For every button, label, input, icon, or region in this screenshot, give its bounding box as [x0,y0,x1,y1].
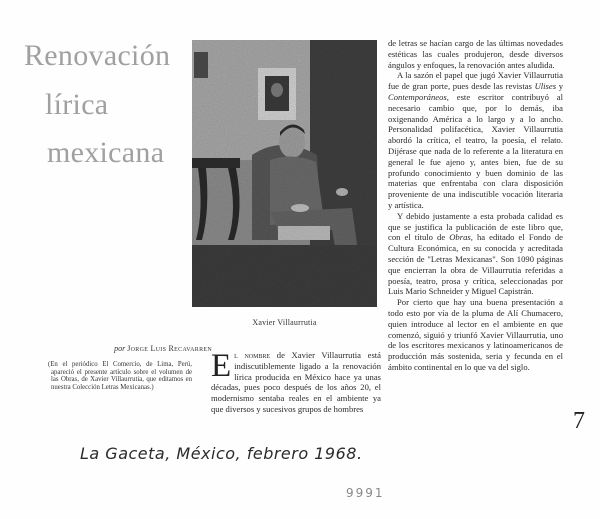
body-text: , ha editado el Fondo de Cultura Económica, en su conocida y acreditada sección de "Letras Mexicanas". Son 1090 páginas que encierran la obra de Villaurrutia referidas a poesía, teatro, prosa y crítica, seleccionadas por Luis Mario Schneider y Miguel Capistrán. [388,232,563,297]
body-text: de Xavier Villaurrutia está indiscutiblemente ligado a la renovación lírica producida en México hace ya unas décadas, pues poco después de los años 20, el modernismo sentaba reales en el ambiente ya que diversos y sucesivos grupos de hombres [211,350,381,414]
body-paragraph [388,211,563,297]
magazine-title: Contemporáneos [388,91,447,102]
book-title: Obras [449,232,471,243]
photo-caption: Xavier Villaurrutia [252,318,317,327]
body-paragraph: de letras se hacían cargo de las últimas novedades estéticas las cuales produjeron, desde diversos ángulos y enfoques, la renovación antes aludida. [388,38,563,70]
article-title-line-1: Renovación [24,39,171,72]
drop-cap: E [211,348,232,384]
portrait-photo [192,40,377,307]
lead-small-caps: l nombre [234,350,271,360]
byline [70,344,212,353]
body-paragraph [211,350,381,415]
body-column-middle [211,350,381,415]
body-text: , este escritor contribuyó al necesario cambio que, por lo demás, iba oxigenando América a lo largo y a lo ancho. Personalidad polifacética, Xavier Villaurrutia abordó la crítica, el teatro, la poesía, el relato. Dijérase que nada de lo referente a la literatura en general le fue ajeno y, antes bien, fue de su profundo conocimiento y buen dominio de las materias que enfrentaba con clara disposición proveniente de una indiscutible vocación literaria y artística. [388,91,563,210]
body-text: y [556,81,564,92]
article-title-line-2: lírica [45,88,109,121]
editor-note-text: (En el periódico El Comercio, de Lima, Perú, apareció el presente artículo sobre el volumen de las Obras, de Xavier Villaurrutia, que editamos en nuestra Colección Letras Mexicanas.) [48,361,192,391]
byline-author: Jorge Luis Recavarren [127,344,212,353]
page-number: 7 [573,408,585,434]
body-text: A la sazón el papel que jugó Xavier Villaurrutia fue de gran porte, pues desde las revistas [388,70,563,92]
magazine-title: Ulises [534,81,557,92]
body-paragraph: Por cierto que hay una buena presentación a todo esto por vía de la pluma de Alí Chumacero, quien introduce al lector en el ambiente en que comenzó, siguió y triunfó Xavier Villaurrutia, uno de los escritores mexicanos y latinoamericanos de producción más sostenida, seria y fecunda en el ámbito continental en lo que va del siglo. [388,297,563,372]
body-text: Y debido justamente a esta probada calidad es que se justifica la publicación de este libro que, con el título de [388,210,563,243]
article-title-line-3: mexicana [47,136,165,169]
portrait-photo-icon [192,40,377,307]
editor-note [48,361,192,391]
body-paragraph [388,70,563,210]
body-column-right [388,38,563,373]
archive-number: 9991 [346,486,385,500]
handwritten-source-note: La Gaceta, México, febrero 1968. [80,444,363,463]
byline-prefix: por [114,344,126,353]
